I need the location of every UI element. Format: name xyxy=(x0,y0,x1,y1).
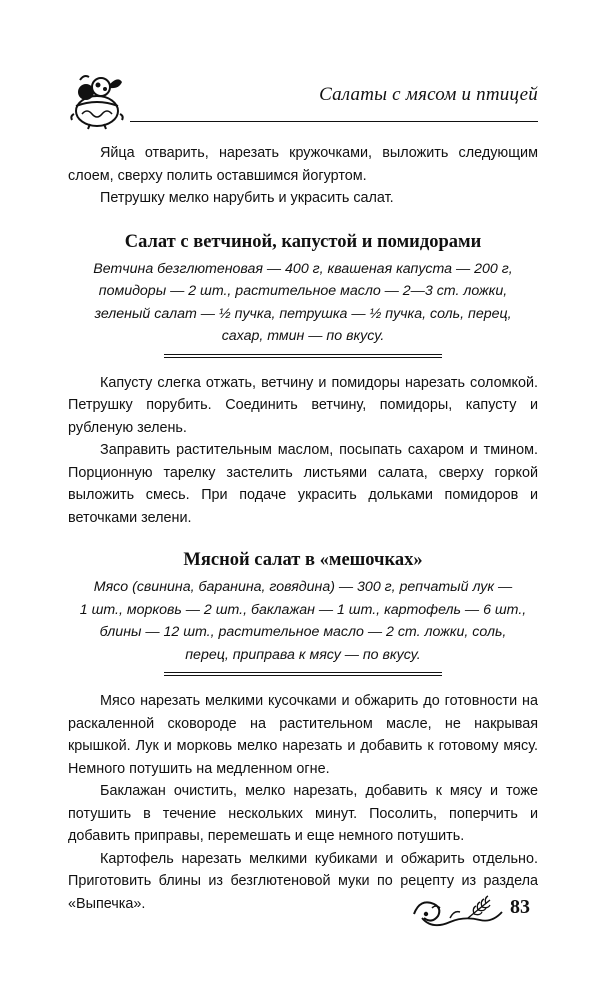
intro-paragraph: Яйца отварить, нарезать кружочками, выложить следующим слоем, сверху полить оставшимся йогуртом. xyxy=(68,145,538,184)
page-footer xyxy=(400,880,550,940)
ingredients-list xyxy=(68,576,538,666)
recipe-title: Мясной салат в «мешочках» xyxy=(183,550,423,570)
recipe-paragraph: Картофель нарезать мелкими кубиками и обжарить отдельно. Приготовить блины из безглютеновой муки по рецепту из раздела «Выпечка». xyxy=(68,850,538,912)
ingredients-line: помидоры — 2 шт., растительное масло — 2—3 ст. ложки, xyxy=(98,283,508,299)
ingredients-line: перец, приправа к мясу — по вкусу. xyxy=(185,646,421,663)
ingredients-line: зеленый салат — ½ пучка, петрушка — ½ пучка, соль, перец, xyxy=(94,305,512,322)
page-header xyxy=(68,66,538,132)
page-content xyxy=(68,142,538,915)
ingredients-line: Мясо (свинина, баранина, говядина) — 300 г, репчатый лук — xyxy=(93,579,513,595)
recipe-paragraph: Капусту слегка отжать, ветчину и помидоры нарезать соломкой. Петрушку порубить. Соединить ветчину, помидоры, капусту и рубленую зелень. xyxy=(68,374,538,436)
ingredients-line: Ветчина безглютеновая — 400 г, квашеная капуста — 200 г, xyxy=(93,260,513,277)
recipe-paragraph: Заправить растительным маслом, посыпать сахаром и тмином. Порционную тарелку застелить листьями салата, сверху горкой выложить смесь. При подаче украсить дольками помидоров и веточками зелени. xyxy=(68,442,538,526)
ingredients-list xyxy=(68,258,538,348)
floral-flourish-icon xyxy=(410,888,506,932)
running-head: Салаты с мясом и птицей xyxy=(319,84,538,105)
recipe-paragraph: Мясо нарезать мелкими кусочками и обжарить до готовности на раскаленной сковороде на растительном масле, не накрывая крышкой. Лук и морковь мелко нарезать и добавить к готовому мясу. Немного потушить на медленном огне. xyxy=(68,693,538,777)
intro-paragraph: Петрушку мелко нарубить и украсить салат. xyxy=(100,190,394,206)
header-rule xyxy=(130,121,538,122)
ingredients-line: сахар, тмин — по вкусу. xyxy=(221,328,385,344)
pot-with-vegetables-icon xyxy=(68,70,126,130)
ingredients-line: блины — 12 шт., растительное масло — 2 ст. ложки, соль, xyxy=(99,624,507,640)
page-number: 83 xyxy=(510,896,530,918)
recipe-paragraph: Баклажан очистить, мелко нарезать, добавить к мясу и тоже потушить в течение нескольких минут. Посолить, поперчить и добавить приправы, перемешать и еще немного потушить. xyxy=(68,783,538,844)
recipe-title: Салат с ветчиной, капустой и помидорами xyxy=(124,231,482,252)
ingredients-line: 1 шт., морковь — 2 шт., баклажан — 1 шт., картофель — 6 шт., xyxy=(79,601,527,618)
